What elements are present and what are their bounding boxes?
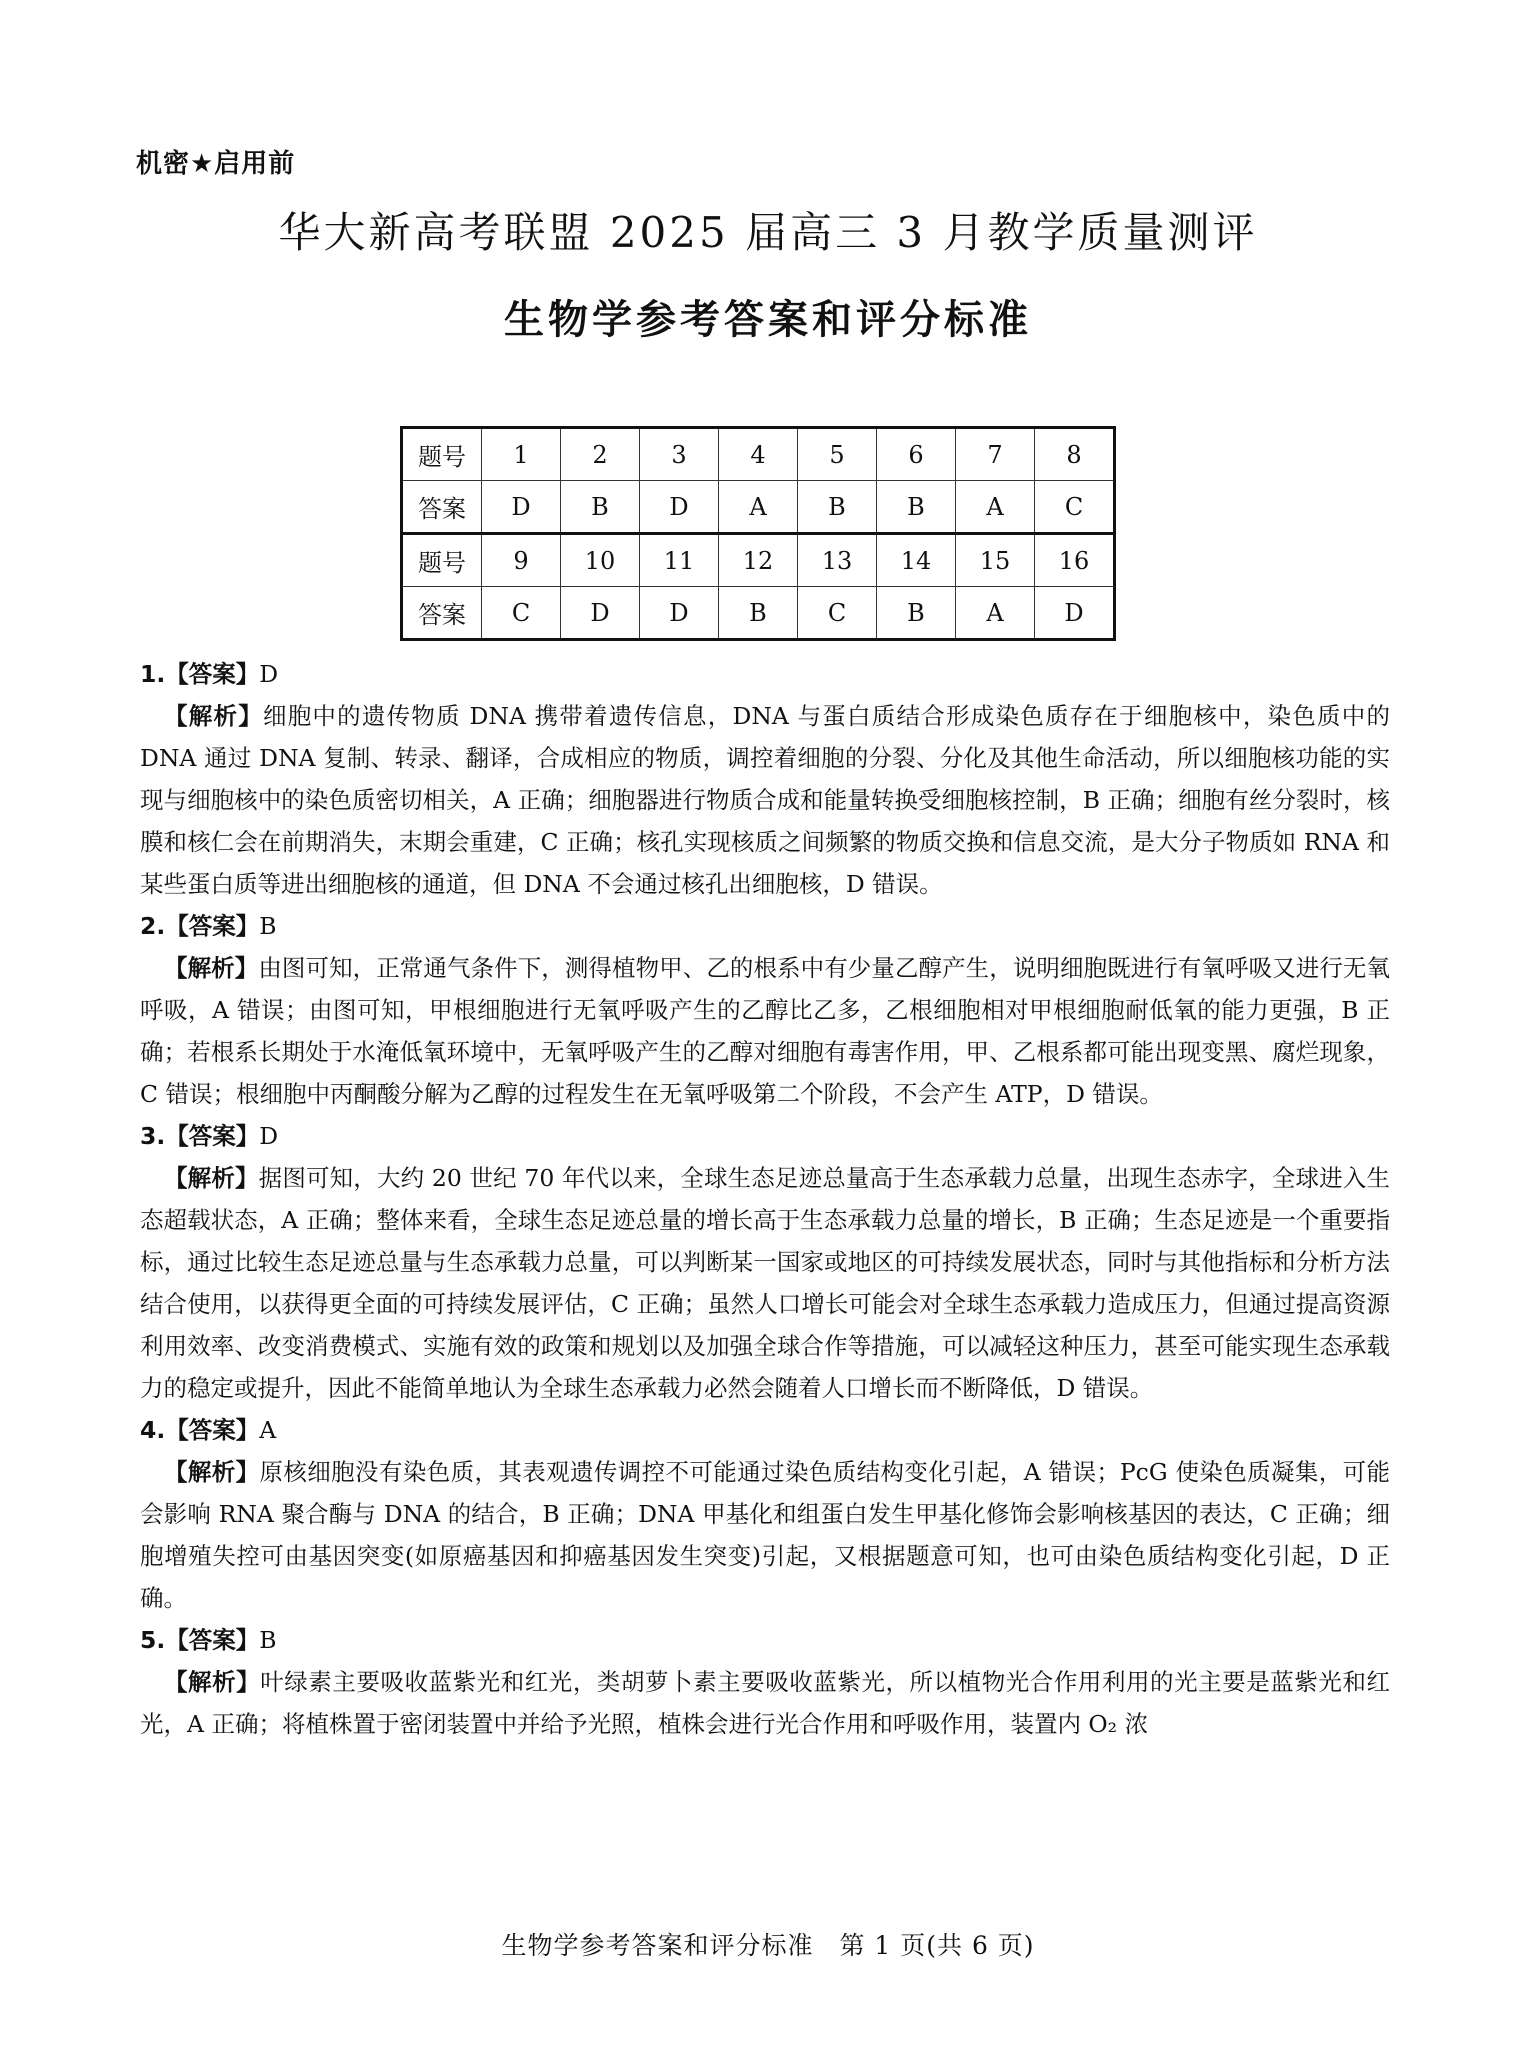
- answer-value: A: [259, 1416, 277, 1444]
- answer-cell: B: [798, 481, 877, 534]
- row-label-answer: 答案: [402, 587, 482, 640]
- question-index: 3.: [140, 1122, 166, 1150]
- analysis-tag: 【解析】: [164, 1458, 260, 1486]
- question-number: 15: [956, 534, 1035, 587]
- answer-line: [140, 1619, 1390, 1661]
- analysis-text: 叶绿素主要吸收蓝紫光和红光，类胡萝卜素主要吸收蓝紫光，所以植物光合作用利用的光主要是蓝紫光和红光，A 正确；将植株置于密闭装置中并给予光照，植株会进行光合作用和呼吸作用，装置内 O₂ 浓: [140, 1668, 1391, 1738]
- analysis-paragraph: [140, 695, 1390, 905]
- answer-tag: 【答案】: [165, 1122, 260, 1150]
- question-number: 9: [482, 534, 561, 587]
- answer-cell: A: [719, 481, 798, 534]
- answer-tag: 【答案】: [165, 1416, 260, 1444]
- analysis-text: 据图可知，大约 20 世纪 70 年代以来，全球生态足迹总量高于生态承载力总量，出现生态赤字，全球进入生态超载状态，A 正确；整体来看，全球生态足迹总量的增长高于生态承载力总量的增长，B 正确；生态足迹是一个重要指标，通过比较生态足迹总量与生态承载力总量，可以判断某一国家或地区的可持续发展状态，同时与其他指标和分析方法结合使用，以获得更全面的可持续发展评估，C 正确；虽然人口增长可能会对全球生态承载力造成压力，但通过提高资源利用效率、改变消费模式、实施有效的政策和规划以及加强全球合作等措施，可以减轻这种压力，甚至可能实现生态承载力的稳定或提升，因此不能简单地认为全球生态承载力必然会随着人口增长而不断降低，D 错误。: [140, 1164, 1391, 1402]
- row-label-number: 题号: [402, 428, 482, 481]
- answer-value: B: [259, 912, 277, 940]
- exam-title: 华大新高考联盟 2025 届高三 3 月教学质量测评: [278, 208, 1258, 257]
- solutions-content: [140, 653, 1390, 1745]
- answer-cell: C: [1035, 481, 1115, 534]
- answer-cell: C: [482, 587, 561, 640]
- question-number: 14: [877, 534, 956, 587]
- answer-line: [140, 1409, 1390, 1451]
- question-index: 1.: [140, 660, 166, 688]
- answer-cell: A: [956, 587, 1035, 640]
- analysis-tag: 【解析】: [164, 1164, 259, 1192]
- table-row-answers-1: [402, 481, 1115, 534]
- analysis-paragraph: [140, 1661, 1390, 1745]
- row-label-answer: 答案: [402, 481, 482, 534]
- table-row-answers-2: [402, 587, 1115, 640]
- answer-cell: D: [1035, 587, 1115, 640]
- question-number: 6: [877, 428, 956, 481]
- answer-tag: 【答案】: [165, 912, 260, 940]
- page-footer: 生物学参考答案和评分标准 第 1 页(共 6 页): [501, 1931, 1035, 1960]
- question-number: 13: [798, 534, 877, 587]
- question-number: 7: [956, 428, 1035, 481]
- analysis-paragraph: [140, 1451, 1390, 1619]
- table-row-numbers-2: [402, 534, 1115, 587]
- analysis-text: 由图可知，正常通气条件下，测得植物甲、乙的根系中有少量乙醇产生，说明细胞既进行有氧呼吸又进行无氧呼吸，A 错误；由图可知，甲根细胞进行无氧呼吸产生的乙醇比乙多，乙根细胞相对甲根细胞耐低氧的能力更强，B 正确；若根系长期处于水淹低氧环境中，无氧呼吸产生的乙醇对细胞有毒害作用，甲、乙根系都可能出现变黑、腐烂现象，C 错误；根细胞中丙酮酸分解为乙醇的过程发生在无氧呼吸第二个阶段，不会产生 ATP，D 错误。: [140, 954, 1391, 1108]
- answer-cell: D: [482, 481, 561, 534]
- analysis-tag: 【解析】: [164, 702, 263, 730]
- answer-line: [140, 653, 1390, 695]
- question-number: 8: [1035, 428, 1115, 481]
- question-number: 4: [719, 428, 798, 481]
- confidential-label: 机密★启用前: [136, 149, 296, 179]
- analysis-paragraph: [140, 947, 1390, 1115]
- question-index: 4.: [140, 1416, 166, 1444]
- answer-cell: B: [877, 481, 956, 534]
- question-index: 5.: [140, 1626, 166, 1654]
- analysis-paragraph: [140, 1157, 1390, 1409]
- answer-cell: B: [877, 587, 956, 640]
- row-label-number: 题号: [402, 534, 482, 587]
- question-number: 11: [640, 534, 719, 587]
- answer-line: [140, 905, 1390, 947]
- question-number: 12: [719, 534, 798, 587]
- answer-tag: 【答案】: [165, 1626, 260, 1654]
- question-index: 2.: [140, 912, 166, 940]
- answer-cell: D: [561, 587, 640, 640]
- analysis-tag: 【解析】: [164, 954, 259, 982]
- answer-tag: 【答案】: [165, 660, 260, 688]
- question-number: 16: [1035, 534, 1115, 587]
- question-number: 10: [561, 534, 640, 587]
- analysis-tag: 【解析】: [164, 1668, 261, 1696]
- document-subtitle: 生物学参考答案和评分标准: [504, 297, 1032, 343]
- answer-line: [140, 1115, 1390, 1157]
- table-row-numbers-1: [402, 428, 1115, 481]
- answer-table: [400, 426, 1116, 641]
- answer-cell: B: [561, 481, 640, 534]
- answer-cell: D: [640, 587, 719, 640]
- answer-value: D: [259, 1122, 279, 1150]
- question-number: 1: [482, 428, 561, 481]
- answer-value: D: [259, 660, 279, 688]
- question-number: 5: [798, 428, 877, 481]
- answer-cell: D: [640, 481, 719, 534]
- question-number: 2: [561, 428, 640, 481]
- analysis-text: 原核细胞没有染色质，其表观遗传调控不可能通过染色质结构变化引起，A 错误；PcG 使染色质凝集，可能会影响 RNA 聚合酶与 DNA 的结合，B 正确；DNA 甲基化和组蛋白发生甲基化修饰会影响核基因的表达，C 正确；细胞增殖失控可由基因突变(如原癌基因和抑癌基因发生突变)引起，又根据题意可知，也可由染色质结构变化引起，D 正确。: [140, 1458, 1391, 1612]
- answer-value: B: [259, 1626, 277, 1654]
- question-number: 3: [640, 428, 719, 481]
- analysis-text: 细胞中的遗传物质 DNA 携带着遗传信息，DNA 与蛋白质结合形成染色质存在于细胞核中，染色质中的 DNA 通过 DNA 复制、转录、翻译，合成相应的物质，调控着细胞的分裂、分化及其他生命活动，所以细胞核功能的实现与细胞核中的染色质密切相关，A 正确；细胞器进行物质合成和能量转换受细胞核控制，B 正确；细胞有丝分裂时，核膜和核仁会在前期消失，末期会重建，C 正确；核孔实现核质之间频繁的物质交换和信息交流，是大分子物质如 RNA 和某些蛋白质等进出细胞核的通道，但 DNA 不会通过核孔出细胞核，D 错误。: [140, 702, 1390, 898]
- answer-cell: A: [956, 481, 1035, 534]
- answer-cell: B: [719, 587, 798, 640]
- answer-cell: C: [798, 587, 877, 640]
